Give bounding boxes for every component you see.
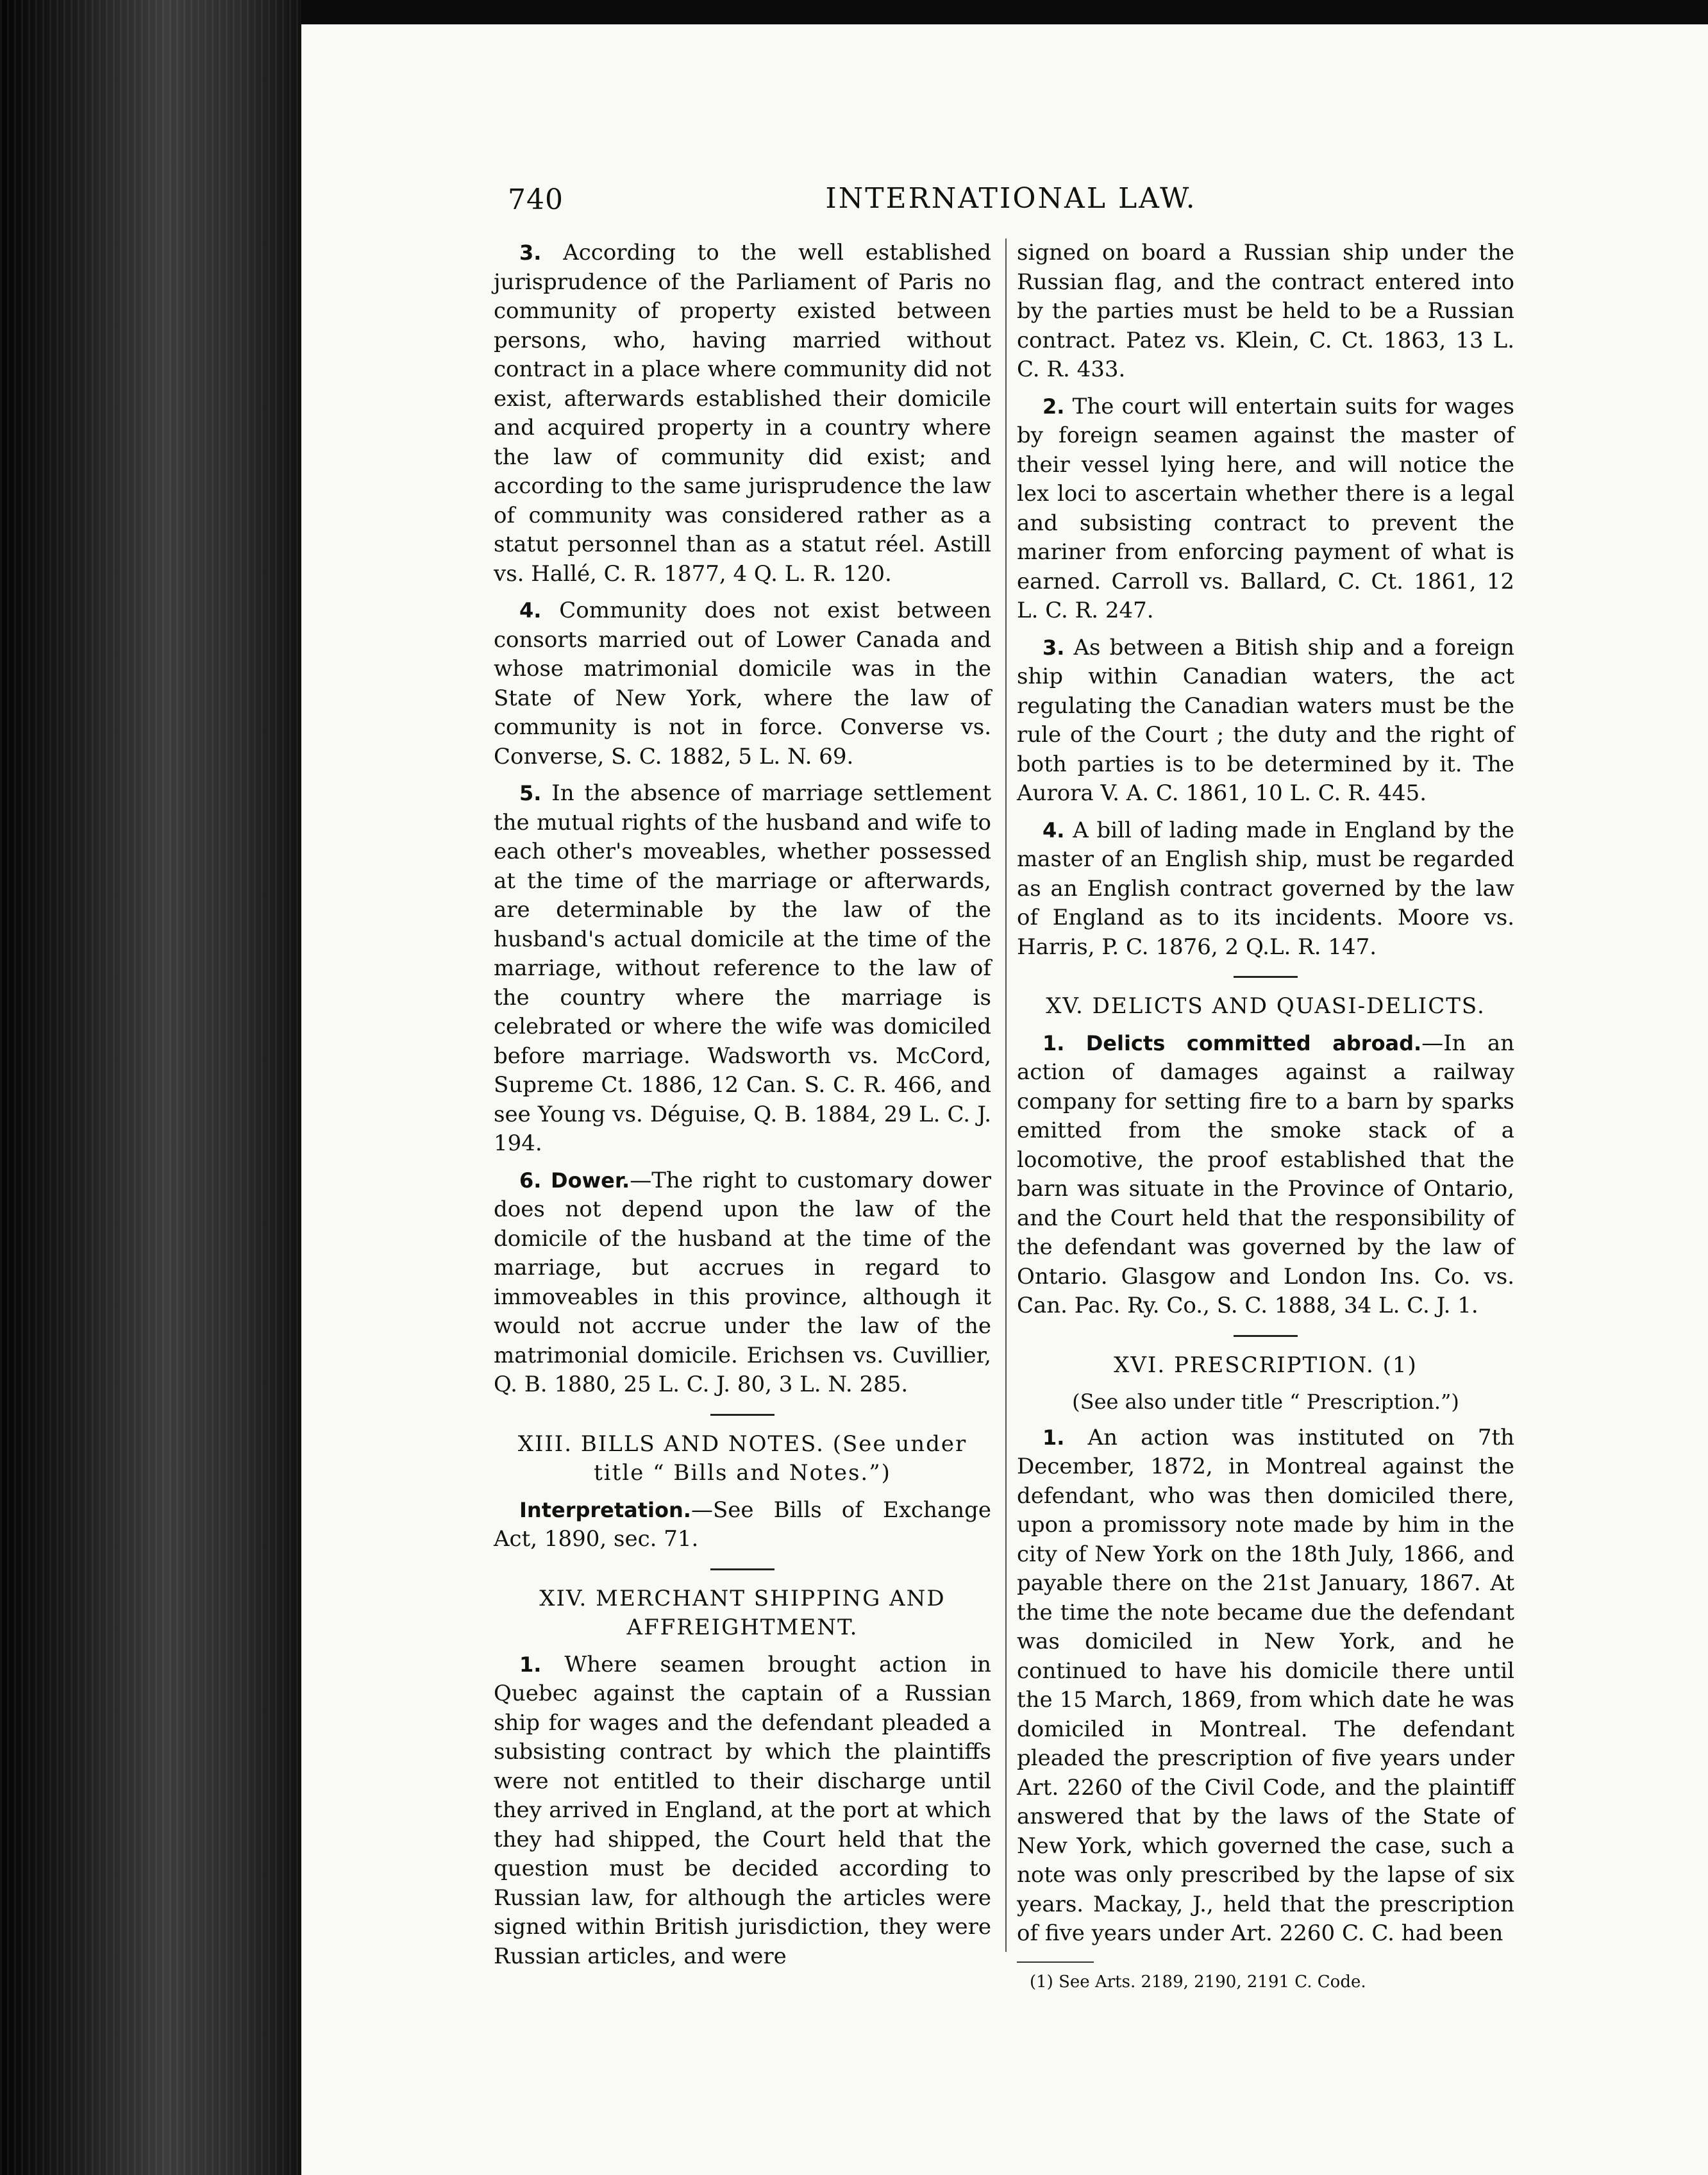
paragraph-number: 3. <box>1042 635 1065 660</box>
section-separator <box>710 1568 774 1570</box>
paragraph-14-1-seamen-action <box>494 1650 991 1972</box>
paragraph-text: A bill of lading made in England by the master of an English ship, must be regarded as an English contract governed by the law of England as to its incidents. Moore vs. Harris, P. C. 1876, 2 Q.L. R. 147. <box>1017 817 1514 960</box>
footnote: (1) See Arts. 2189, 2190, 2191 C. Code. <box>1030 1972 1366 1992</box>
paragraph-text: The court will entertain suits for wages by foreign seamen against the master of their vessel lying here, and will notice the lex loci to ascertain whether there is a legal and subsisting contract to prevent the mariner from enforcing payment of what is earned. Carroll vs. Ballard, C. Ct. 1861, 12 L. C. R. 247. <box>1017 393 1514 623</box>
section-title-merchant-shipping: XIV. MERCHANT SHIPPING AND AFFREIGHTMENT. <box>539 1585 946 1640</box>
paragraph-number: 1. <box>1042 1425 1065 1450</box>
paragraph-16-1-prescription-action <box>1017 1423 1514 1949</box>
column-divider <box>1005 239 1007 1952</box>
paragraph-3-community-jurisprudence <box>494 239 991 589</box>
section-subtitle-prescription: (See also under title “ Prescription.”) <box>1072 1390 1459 1414</box>
paragraph-number: 5. <box>519 781 542 805</box>
book-page <box>301 24 1708 2175</box>
paragraph-text: signed on board a Russian ship under the Russian flag, and the contract entered into by the parties must be held to be a Russian contract. Patez vs. Klein, C. Ct. 1863, 13 L. C. R. 433. <box>1017 240 1514 382</box>
section-separator <box>1234 1335 1298 1337</box>
paragraph-5-marriage-settlement <box>494 779 991 1159</box>
left-column <box>494 239 991 1979</box>
paragraph-4-community-not-exist <box>494 596 991 771</box>
section-title-delicts: XV. DELICTS AND QUASI-DELICTS. <box>1046 993 1486 1019</box>
interpretation-paragraph <box>494 1496 991 1554</box>
paragraph-number: 4. <box>519 598 542 623</box>
paragraph-text: —See Bills of Exchange Act, 1890, sec. 71. <box>494 1497 991 1552</box>
page-header-title: INTERNATIONAL LAW. <box>825 182 1197 215</box>
page-number: 740 <box>508 183 564 216</box>
paragraph-number: 4. <box>1042 818 1065 843</box>
paragraph-continuation <box>1017 239 1514 385</box>
right-column <box>1017 239 1514 1997</box>
paragraph-number: 6. <box>519 1168 542 1193</box>
paragraph-heading: Delicts committed abroad. <box>1085 1030 1422 1055</box>
section-title-prescription: XVI. PRESCRIPTION. (1) <box>1114 1352 1418 1378</box>
paragraph-6-dower <box>494 1166 991 1400</box>
paragraph-text: —The right to customary dower does not depend upon the law of the domicile of the husband at the time of the marriage, but accrues in regard to immoveables in this province, although it would not accrue under the law of the matrimonial domicile. Erichsen vs. Cuvillier, Q. B. 1880, 25 L. C. J. 80, 3 L. N. 285. <box>494 1167 992 1397</box>
paragraph-heading: Dower. <box>551 1168 630 1193</box>
paragraph-3-british-foreign-ship <box>1017 634 1514 809</box>
section-separator <box>1234 976 1298 978</box>
paragraph-15-1-delicts-abroad <box>1017 1029 1514 1321</box>
paragraph-number: 1. <box>1042 1030 1065 1055</box>
running-head <box>508 177 1514 235</box>
paragraph-text: In the absence of marriage settlement the mutual rights of the husband and wife to each other's moveables, whether possessed at the time of the marriage or afterwards, are determinable by the law of the husband's actual domicile at the time of the marriage, without reference to the law of the country where the marriage is celebrated or where the wife was domiciled before marriage. Wadsworth vs. McCord, Supreme Ct. 1886, 12 Can. S. C. R. 466, and see Young vs. Déguise, Q. B. 1884, 29 L. C. J. 194. <box>494 780 991 1156</box>
paragraph-text: —In an action of damages against a railway company for setting fire to a barn by sparks emitted from the smoke stack of a locomotive, the proof established that the barn was situate in the Province of Ontario, and the Court held that the responsibility of the defendant was governed by the law of Ontario. Glasgow and London Ins. Co. vs. Can. Pac. Ry. Co., S. C. 1888, 34 L. C. J. 1. <box>1017 1030 1515 1318</box>
section-title-bills-and-notes: XIII. BILLS AND NOTES. (See under title “ Bills and Notes.”) <box>517 1431 967 1486</box>
footnote-rule <box>1017 1961 1094 1963</box>
paragraph-4-bill-of-lading <box>1017 816 1514 962</box>
paragraph-text: An action was instituted on 7th December, 1872, in Montreal against the defendant, who was then domiciled there, upon a promissory note made by him in the city of New York on the 18th July, 1866, and payable there on the 21st January, 1867. At the time the note became due the defendant was domiciled in New York, and he continued to have his domicile there until the 15 March, 1869, from which date he was domiciled in Montreal. The defendant pleaded the prescription of five years under Art. 2260 of the Civil Code, and the plaintiff answered that by the laws of the State of New York, which governed the case, such a note was only prescribed by the lapse of six years. Mackay, J., held that the prescription of five years under Art. 2260 C. C. had been <box>1017 1424 1515 1946</box>
paragraph-number: 2. <box>1042 394 1065 419</box>
paragraph-text: Community does not exist between consorts married out of Lower Canada and whose matrimonial domicile was in the State of New York, where the law of community is not in force. Converse vs. Converse, S. C. 1882, 5 L. N. 69. <box>494 598 991 769</box>
paragraph-number: 1. <box>519 1652 542 1677</box>
paragraph-heading: Interpretation. <box>519 1497 691 1522</box>
scanner-dark-edge <box>0 0 301 2175</box>
section-separator <box>710 1414 774 1416</box>
paragraph-text: According to the well established jurisprudence of the Parliament of Paris no community of property existed between persons, who, having married without contract in a place where community did not exist, afterwards established their domicile and acquired property in a country where the law of community did exist; and according to the same jurisprudence the law of community was considered rather as a statut personnel than as a statut réel. Astill vs. Hallé, C. R. 1877, 4 Q. L. R. 120. <box>494 240 991 587</box>
paragraph-number: 3. <box>519 240 542 265</box>
paragraph-text: Where seamen brought action in Quebec against the captain of a Russian ship for wages and the defendant pleaded a subsisting contract by which the plaintiffs were not entitled to their discharge until they arrived in England, at the port at which they had shipped, the Court held that the question must be decided according to Russian law, for although the articles were signed within British jurisdiction, they were Russian articles, and were <box>494 1651 991 1969</box>
paragraph-text: As between a Bitish ship and a foreign ship within Canadian waters, the act regulating the Canadian waters must be the rule of the Court ; the duty and the right of both parties is to be determined by it. The Aurora V. A. C. 1861, 10 L. C. R. 445. <box>1017 634 1514 806</box>
paragraph-2-seamen-wages <box>1017 392 1514 626</box>
